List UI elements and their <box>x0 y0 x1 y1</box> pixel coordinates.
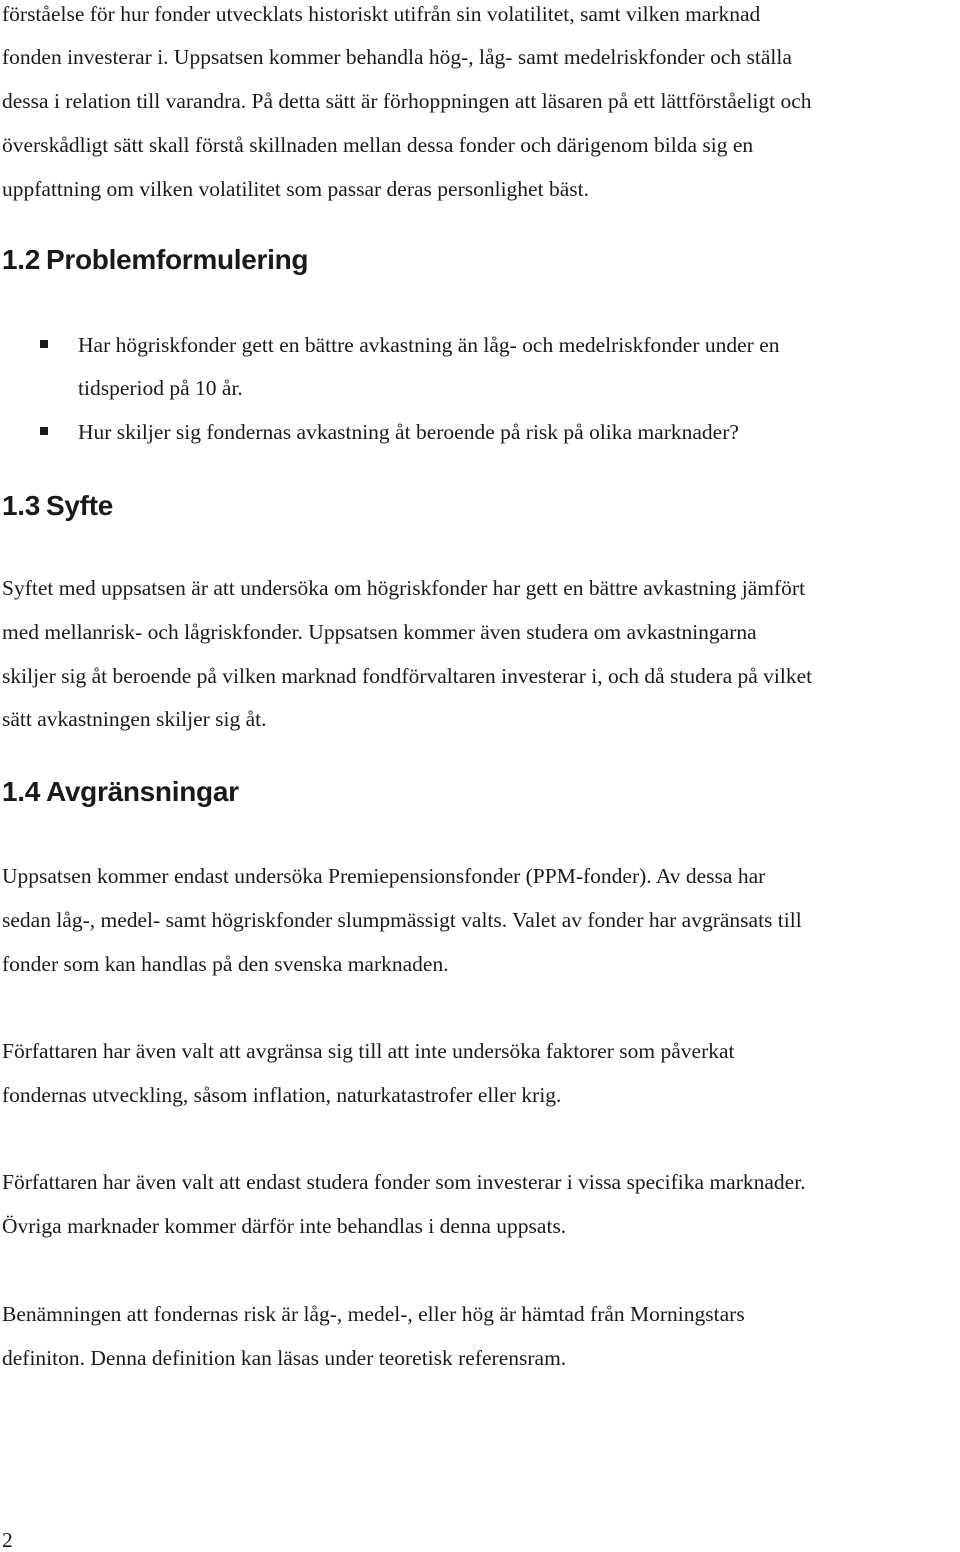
text-line: definiton. Denna definition kan läsas under teoretisk referensram. <box>2 1346 567 1370</box>
list-item-line: tidsperiod på 10 år. <box>78 376 243 400</box>
text-line: fonden investerar i. Uppsatsen kommer behandla hög-, låg- samt medelriskfonder och ställa <box>2 45 792 69</box>
text-line: Övriga marknader kommer därför inte behandlas i denna uppsats. <box>2 1214 567 1238</box>
section-heading-problemformulering <box>2 246 308 274</box>
bullet-square-icon <box>40 427 48 435</box>
text-line: fondernas utveckling, såsom inflation, naturkatastrofer eller krig. <box>2 1083 562 1107</box>
list-item-line: Hur skiljer sig fondernas avkastning åt beroende på risk på olika marknader? <box>78 420 739 444</box>
text-line: Syftet med uppsatsen är att undersöka om högriskfonder har gett en bättre avkastning jämfört <box>2 576 806 600</box>
section-heading-avgransningar <box>2 778 239 806</box>
text-line: Benämningen att fondernas risk är låg-, medel-, eller hög är hämtad från Morningstars <box>2 1302 745 1326</box>
text-line: skiljer sig åt beroende på vilken marknad fondförvaltaren investerar i, och då studera på vilket <box>2 664 813 688</box>
text-line: med mellanrisk- och lågriskfonder. Uppsatsen kommer även studera om avkastningarna <box>2 620 757 644</box>
section-title: Avgränsningar <box>46 776 239 807</box>
text-line: Författaren har även valt att avgränsa sig till att inte undersöka faktorer som påverkat <box>2 1039 735 1063</box>
section-number: 1.4 <box>2 776 41 807</box>
text-line: sedan låg-, medel- samt högriskfonder slumpmässigt valts. Valet av fonder har avgränsats till <box>2 908 802 932</box>
text-line: dessa i relation till varandra. På detta sätt är förhoppningen att läsaren på ett lättförståeligt och <box>2 89 812 113</box>
text-line: sätt avkastningen skiljer sig åt. <box>2 707 267 731</box>
section-title: Problemformulering <box>46 244 309 275</box>
page-number: 2 <box>2 1528 13 1552</box>
text-line: Uppsatsen kommer endast undersöka Premiepensionsfonder (PPM-fonder). Av dessa har <box>2 864 766 888</box>
text-line: fonder som kan handlas på den svenska marknaden. <box>2 952 449 976</box>
section-heading-syfte <box>2 492 113 520</box>
text-line: förståelse för hur fonder utvecklats historiskt utifrån sin volatilitet, samt vilken marknad <box>2 2 761 26</box>
bullet-square-icon <box>40 340 48 348</box>
text-line: uppfattning om vilken volatilitet som passar deras personlighet bäst. <box>2 177 589 201</box>
section-number: 1.3 <box>2 490 41 521</box>
list-item-line: Har högriskfonder gett en bättre avkastning än låg- och medelriskfonder under en <box>78 333 780 357</box>
section-number: 1.2 <box>2 244 41 275</box>
text-line: Författaren har även valt att endast studera fonder som investerar i vissa specifika marknader. <box>2 1170 806 1194</box>
text-line: överskådligt sätt skall förstå skillnaden mellan dessa fonder och därigenom bilda sig en <box>2 133 754 157</box>
section-title: Syfte <box>46 490 114 521</box>
